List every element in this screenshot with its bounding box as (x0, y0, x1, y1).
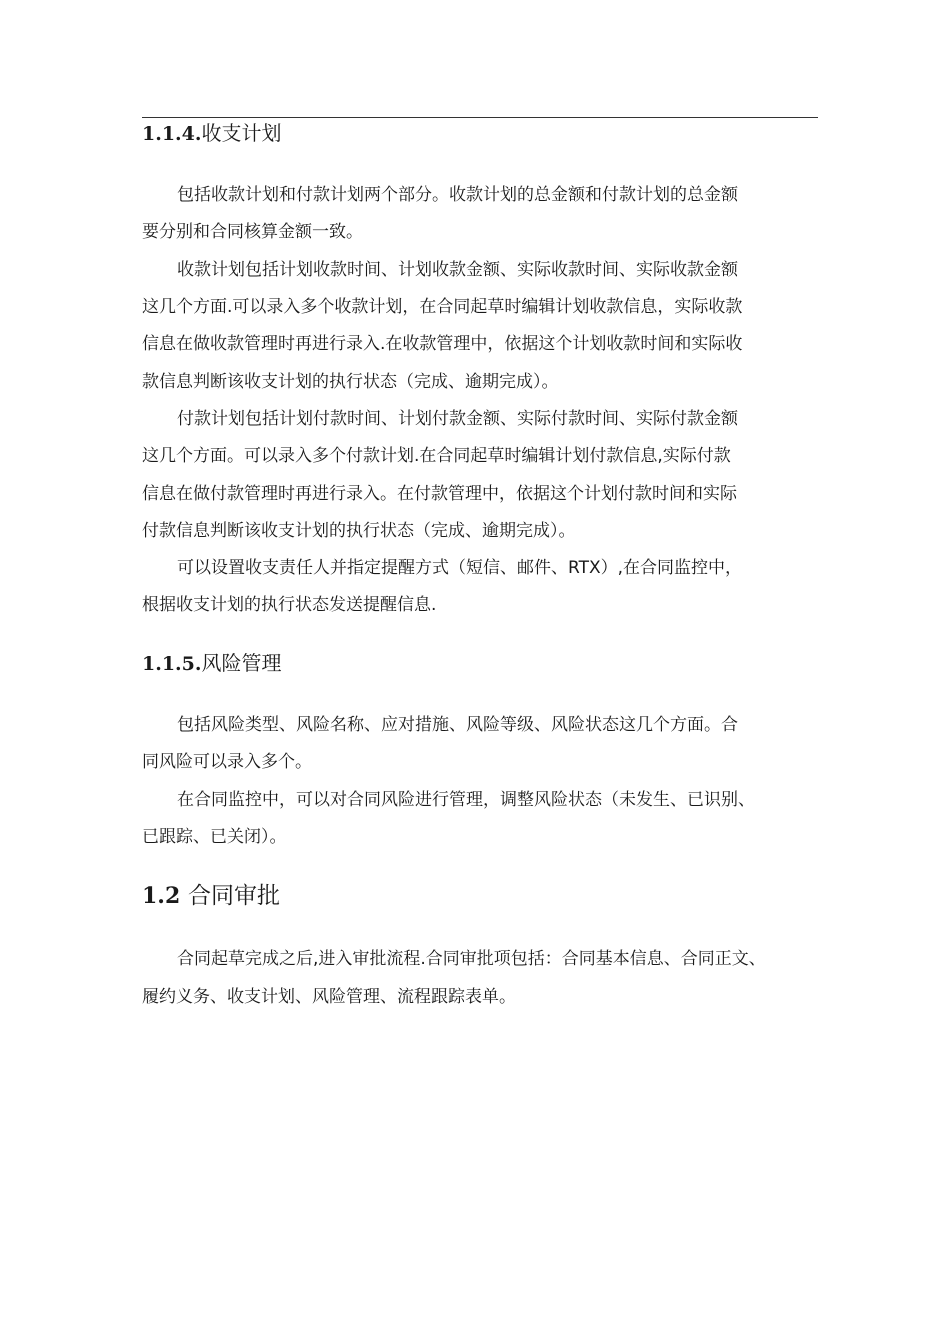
paragraph-line: 收款计划包括计划收款时间、计划收款金额、实际收款时间、实际收款金额 (177, 260, 738, 280)
paragraph-line: 这几个方面.可以录入多个收款计划，在合同起草时编辑计划收款信息，实际收款 (142, 297, 743, 317)
paragraph-line: 已跟踪、已关闭）。 (142, 827, 287, 847)
section-title: 收支计划 (201, 121, 282, 145)
paragraph-line: 包括风险类型、风险名称、应对措施、风险等级、风险状态这几个方面。合 (177, 715, 738, 735)
section-heading-1-1-5 (142, 649, 282, 678)
paragraph-line: 根据收支计划的执行状态发送提醒信息. (142, 595, 437, 615)
paragraph-line: 信息在做收款管理时再进行录入.在收款管理中，依据这个计划收款时间和实际收 (142, 334, 743, 354)
section-heading-1-2 (142, 880, 280, 912)
paragraph-line: 同风险可以录入多个。 (142, 752, 312, 772)
section-title: 合同审批 (187, 883, 280, 909)
paragraph-line: 要分别和合同核算金额一致。 (142, 222, 363, 242)
section-number: 1.2 (142, 883, 188, 909)
paragraph-line: 在合同监控中，可以对合同风险进行管理，调整风险状态（未发生、已识别、 (177, 790, 755, 810)
paragraph-line: 履约义务、收支计划、风险管理、流程跟踪表单。 (142, 987, 516, 1007)
section-number: 1.1.4. (142, 123, 202, 145)
paragraph-line: 合同起草完成之后,进入审批流程.合同审批项包括：合同基本信息、合同正文、 (177, 949, 766, 969)
paragraph-line: 这几个方面。可以录入多个付款计划.在合同起草时编辑计划付款信息,实际付款 (142, 446, 731, 466)
section-heading-1-1-4 (142, 119, 282, 148)
paragraph-line: 包括收款计划和付款计划两个部分。收款计划的总金额和付款计划的总金额 (177, 185, 738, 205)
section-title: 风险管理 (201, 651, 282, 675)
section-number: 1.1.5. (142, 653, 202, 675)
paragraph-line: 可以设置收支责任人并指定提醒方式（短信、邮件、RTX）,在合同监控中， (177, 558, 743, 578)
paragraph-line: 信息在做付款管理时再进行录入。在付款管理中，依据这个计划付款时间和实际 (142, 484, 737, 504)
header-rule (142, 117, 818, 118)
paragraph-line: 付款信息判断该收支计划的执行状态（完成、逾期完成）。 (142, 521, 576, 541)
paragraph-line: 款信息判断该收支计划的执行状态（完成、逾期完成）。 (142, 372, 559, 392)
paragraph-line: 付款计划包括计划付款时间、计划付款金额、实际付款时间、实际付款金额 (177, 409, 738, 429)
